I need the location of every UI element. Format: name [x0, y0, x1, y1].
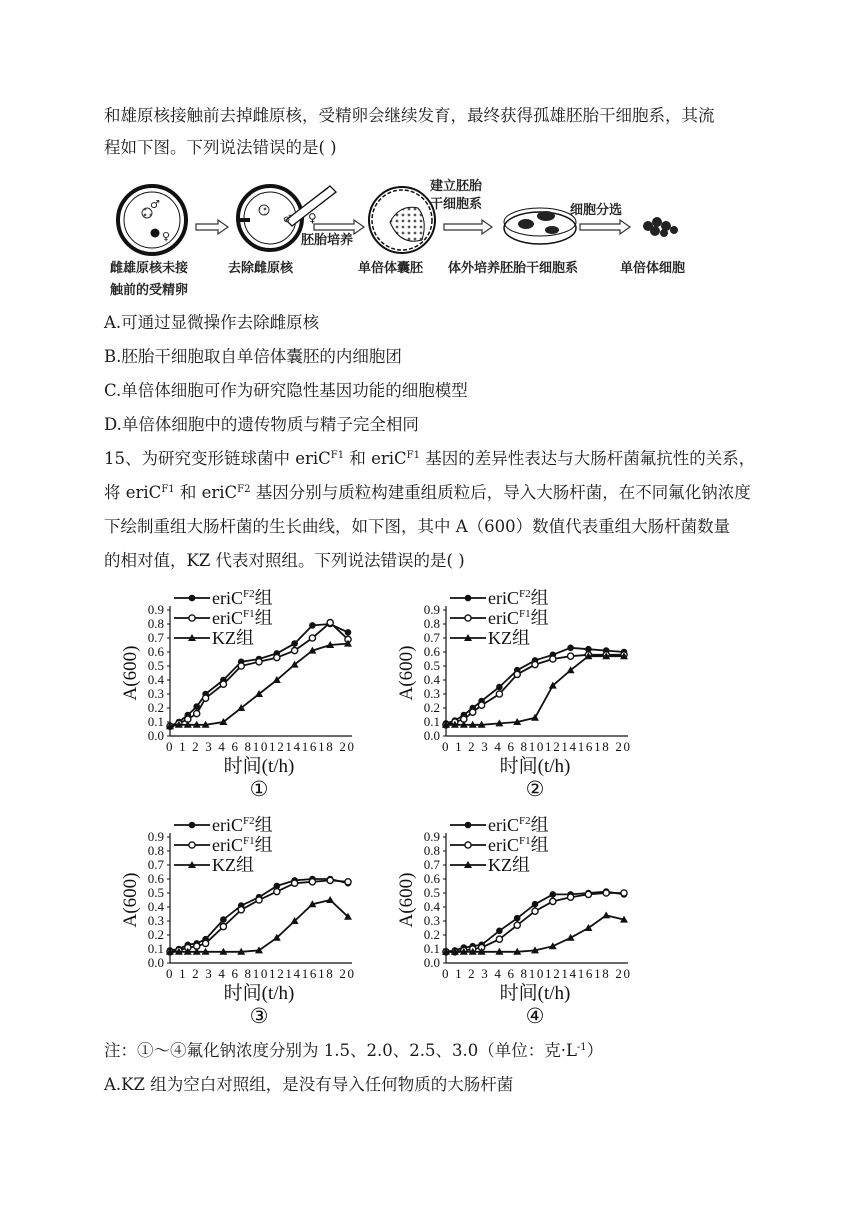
intro-line-2: 程如下图。下列说法错误的是( ) — [104, 138, 337, 157]
data-point — [309, 879, 315, 885]
data-point — [496, 691, 502, 697]
data-point — [292, 648, 298, 654]
legend-sup: F1 — [519, 835, 531, 847]
data-point — [567, 645, 574, 652]
x-axis-label: 时间(t/h) — [499, 756, 571, 777]
q15-l2-c: 基因分别与质粒构建重组质粒后，导入大肠杆菌，在不同氟化钠浓度 — [250, 483, 751, 502]
data-point — [220, 916, 227, 923]
data-point — [585, 891, 591, 897]
haploid-cells-cluster — [643, 217, 678, 237]
legend-suffix: 组 — [530, 835, 549, 855]
y-tick-label: 0.6 — [147, 871, 164, 886]
arrow-2 — [314, 220, 364, 234]
legend-label: eriC$^{F2}$组 — [488, 815, 549, 835]
q15-line-2 — [104, 482, 751, 504]
data-point — [309, 622, 316, 629]
legend-label: KZ组 — [212, 628, 254, 648]
legend-label: eriC$^{F1}$组 — [488, 835, 549, 855]
legend-suffix: 组 — [530, 588, 549, 608]
legend-sup: F2 — [519, 815, 531, 827]
legend-sup: F2 — [519, 588, 531, 600]
q14-option-a: A.可通过显微操作去除雌原核 — [104, 313, 320, 332]
data-point — [602, 911, 610, 918]
legend-suffix: 组 — [530, 608, 549, 628]
arrow-3-label-1: 建立胚胎 — [430, 179, 483, 194]
y-tick-label: 0.4 — [423, 672, 440, 687]
q15-l1-sup1: F1 — [330, 450, 345, 461]
data-point — [203, 940, 209, 946]
data-point — [220, 681, 226, 687]
y-tick-label: 0.0 — [147, 955, 164, 970]
y-tick-label: 0.2 — [147, 700, 164, 715]
q14-option-d: D.单倍体细胞中的遗传物质与精子完全相同 — [104, 415, 419, 434]
data-point — [621, 890, 627, 896]
y-tick-label: 0.9 — [147, 829, 164, 844]
series-2 — [443, 835, 627, 955]
data-point — [514, 915, 521, 922]
data-point — [532, 662, 538, 668]
legend-suffix: 组 — [254, 608, 273, 628]
legend-suffix: 组 — [254, 815, 273, 835]
arrow-4 — [580, 220, 630, 234]
q15-l2-sup1: F1 — [161, 484, 175, 495]
y-tick-label: 0.6 — [423, 871, 440, 886]
note-line — [104, 1040, 603, 1062]
data-point — [603, 890, 609, 896]
x-tick-labels: 0 1 2 3 4 6 81012141618 20 — [442, 966, 630, 981]
x-axis-label: 时间(t/h) — [223, 983, 295, 1004]
y-tick-label: 0.2 — [147, 927, 164, 942]
y-tick-label: 0.0 — [423, 955, 440, 970]
y-tick-label: 0.3 — [423, 913, 440, 928]
data-point — [327, 877, 333, 883]
growth-chart — [112, 815, 372, 1025]
y-tick-label: 0.6 — [423, 644, 440, 659]
arrow-4-label: 细胞分选 — [570, 203, 623, 218]
legend-marker — [189, 842, 195, 848]
legend-marker — [465, 595, 472, 602]
y-tick-label: 0.7 — [423, 857, 440, 872]
y-tick-label: 0.3 — [147, 686, 164, 701]
x-tick-labels: 0 1 2 3 4 6 81012141618 20 — [166, 739, 354, 754]
culture-dish — [504, 208, 576, 244]
data-point — [532, 908, 538, 914]
female-symbol-removed: ♀ — [308, 211, 317, 225]
legend-label: eriC$^{F2}$组 — [488, 588, 549, 608]
q15-l1-a: 15、为研究变形链球菌中 eriC — [104, 449, 331, 468]
data-point — [274, 889, 280, 895]
y-tick-label: 0.7 — [147, 630, 164, 645]
q14-option-b: B.胚胎干细胞取自单倍体囊胚的内细胞团 — [104, 347, 402, 366]
y-tick-label: 0.2 — [423, 927, 440, 942]
dish-label: 体外培养胚胎干细胞系 — [448, 261, 579, 276]
data-point — [567, 934, 575, 941]
intro-line-1: 和雄原核接触前去掉雌原核，受精卵会继续发育，最终获得孤雄胚胎干细胞系，其流 — [104, 106, 715, 125]
legend-marker — [189, 822, 196, 829]
legend-label: eriC$^{F1}$组 — [212, 835, 273, 855]
q15-l2-sup2: F2 — [237, 484, 251, 495]
embryo-flow-diagram — [100, 176, 740, 304]
blastocyst-label: 单倍体囊胚 — [358, 261, 424, 276]
legend-sup: F1 — [243, 608, 255, 620]
legend-marker — [465, 822, 472, 829]
male-symbol: ♂ — [150, 198, 160, 211]
y-tick-label: 0.1 — [423, 714, 440, 729]
data-point — [532, 901, 539, 908]
data-point — [291, 640, 298, 647]
q14-option-c: C.单倍体细胞可作为研究隐性基因功能的细胞模型 — [104, 381, 468, 400]
data-point — [550, 656, 556, 662]
y-tick-label: 0.6 — [147, 644, 164, 659]
y-tick-label: 0.3 — [147, 913, 164, 928]
cell1-label-2: 触前的受精卵 — [110, 283, 189, 298]
data-point — [496, 684, 503, 691]
legend-sup: F1 — [243, 835, 255, 847]
legend-sup: F2 — [243, 815, 255, 827]
arrow-2-label: 胚胎培养 — [301, 233, 354, 248]
q15-line-4: 的相对值，KZ 代表对照组。下列说法错误的是( ) — [104, 551, 465, 570]
y-tick-label: 0.5 — [147, 885, 164, 900]
note-sup: -1 — [576, 1042, 587, 1053]
chart-id-label: ② — [525, 777, 545, 798]
arrow-3-label-2: 干细胞系 — [430, 197, 483, 212]
y-axis-label: A(600) — [120, 872, 141, 928]
y-tick-label: 0.7 — [147, 857, 164, 872]
y-tick-label: 0.9 — [147, 602, 164, 617]
data-point — [568, 894, 574, 900]
series-2 — [443, 608, 627, 728]
q15-line-3: 下绘制重组大肠杆菌的生长曲线，如下图，其中 A（600）数值代表重组大肠杆菌数量 — [104, 517, 731, 536]
series-3 — [166, 855, 352, 955]
cell1-label-1: 雌雄原核未接 — [110, 261, 189, 276]
x-axis-label: 时间(t/h) — [499, 983, 571, 1004]
data-point — [274, 655, 280, 661]
legend-sup: F1 — [519, 608, 531, 620]
note-close: ） — [586, 1041, 604, 1060]
female-symbol: ♀ — [162, 230, 171, 243]
data-point — [550, 898, 556, 904]
x-tick-labels: 0 1 2 3 4 6 81012141618 20 — [442, 739, 630, 754]
chart-id-label: ① — [249, 777, 269, 798]
y-tick-label: 0.1 — [423, 941, 440, 956]
data-point — [238, 907, 244, 913]
data-point — [345, 629, 352, 636]
legend-suffix: 组 — [530, 815, 549, 835]
series-line — [170, 879, 348, 950]
data-point — [514, 671, 520, 677]
data-point — [203, 695, 209, 701]
y-axis-label: A(600) — [396, 645, 417, 701]
y-tick-label: 0.7 — [423, 630, 440, 645]
chart-id-label: ③ — [249, 1004, 269, 1025]
y-axis-label: A(600) — [120, 645, 141, 701]
legend-suffix: 组 — [254, 835, 273, 855]
x-axis-label: 时间(t/h) — [223, 756, 295, 777]
fertilized-egg-cell — [118, 186, 186, 254]
growth-chart — [112, 588, 372, 798]
legend-suffix: 组 — [254, 588, 273, 608]
chart-id-label: ④ — [525, 1004, 545, 1025]
note-text: 注：①～④氟化钠浓度分别为 1.5、2.0、2.5、3.0（单位：克·L — [104, 1041, 577, 1060]
y-tick-label: 0.1 — [147, 714, 164, 729]
legend-marker — [465, 615, 471, 621]
legend-marker — [189, 595, 196, 602]
y-tick-label: 0.0 — [147, 728, 164, 743]
arrow-1 — [196, 220, 228, 234]
x-tick-labels: 0 1 2 3 4 6 81012141618 20 — [166, 966, 354, 981]
y-tick-label: 0.4 — [147, 672, 164, 687]
y-tick-label: 0.5 — [147, 658, 164, 673]
y-tick-label: 0.1 — [147, 941, 164, 956]
q15-l1-c: 基因的差异性表达与大肠杆菌氟抗性的关系， — [419, 449, 756, 468]
data-point — [496, 936, 502, 942]
legend-label: eriC$^{F2}$组 — [212, 588, 273, 608]
data-point — [345, 879, 351, 885]
data-point — [568, 653, 574, 659]
data-point — [326, 896, 334, 903]
data-point — [194, 711, 200, 717]
legend-label: eriC$^{F1}$组 — [488, 608, 549, 628]
data-point — [256, 659, 262, 665]
y-axis-label: A(600) — [396, 872, 417, 928]
q15-l1-b: 和 eriC — [344, 449, 407, 468]
legend-label: eriC$^{F2}$组 — [212, 815, 273, 835]
y-tick-label: 0.5 — [423, 885, 440, 900]
q15-l1-sup2: F1 — [406, 450, 420, 461]
data-point — [292, 880, 298, 886]
legend-label: eriC$^{F1}$组 — [212, 608, 273, 628]
growth-chart — [388, 815, 648, 1025]
legend-label: KZ组 — [488, 628, 530, 648]
y-tick-label: 0.8 — [423, 616, 440, 631]
haploid-blastocyst — [369, 187, 435, 253]
legend-label: KZ组 — [488, 855, 530, 875]
legend-sup: F2 — [243, 588, 255, 600]
q15-l2-b: 和 eriC — [174, 483, 238, 502]
y-tick-label: 0.9 — [423, 602, 440, 617]
q15-l2-a: 将 eriC — [104, 483, 162, 502]
series-2 — [167, 608, 351, 729]
arrow-3 — [444, 220, 492, 234]
y-tick-label: 0.5 — [423, 658, 440, 673]
data-point — [479, 702, 485, 708]
cells-label: 单倍体细胞 — [620, 261, 686, 276]
y-tick-label: 0.0 — [423, 728, 440, 743]
y-tick-label: 0.3 — [423, 686, 440, 701]
y-tick-label: 0.2 — [423, 700, 440, 715]
y-tick-label: 0.8 — [147, 843, 164, 858]
data-point — [327, 620, 333, 626]
y-tick-label: 0.4 — [423, 899, 440, 914]
legend-marker — [189, 615, 195, 621]
y-tick-label: 0.4 — [147, 899, 164, 914]
data-point — [496, 928, 503, 935]
q15-line-1 — [104, 448, 755, 470]
q15-option-a: A.KZ 组为空白对照组，是没有导入任何物质的大肠杆菌 — [104, 1075, 514, 1094]
growth-chart — [388, 588, 648, 798]
data-point — [256, 897, 262, 903]
data-point — [220, 924, 226, 930]
male-symbol-small: ♂ — [283, 214, 292, 225]
legend-label: KZ组 — [212, 855, 254, 875]
data-point — [531, 714, 539, 721]
data-point — [309, 635, 315, 641]
cell2-label: 去除雌原核 — [228, 261, 294, 276]
legend-marker — [465, 842, 471, 848]
data-point — [238, 663, 244, 669]
y-tick-label: 0.9 — [423, 829, 440, 844]
y-tick-label: 0.8 — [423, 843, 440, 858]
data-point — [470, 709, 476, 715]
data-point — [514, 922, 520, 928]
y-tick-label: 0.8 — [147, 616, 164, 631]
data-point — [550, 891, 557, 898]
